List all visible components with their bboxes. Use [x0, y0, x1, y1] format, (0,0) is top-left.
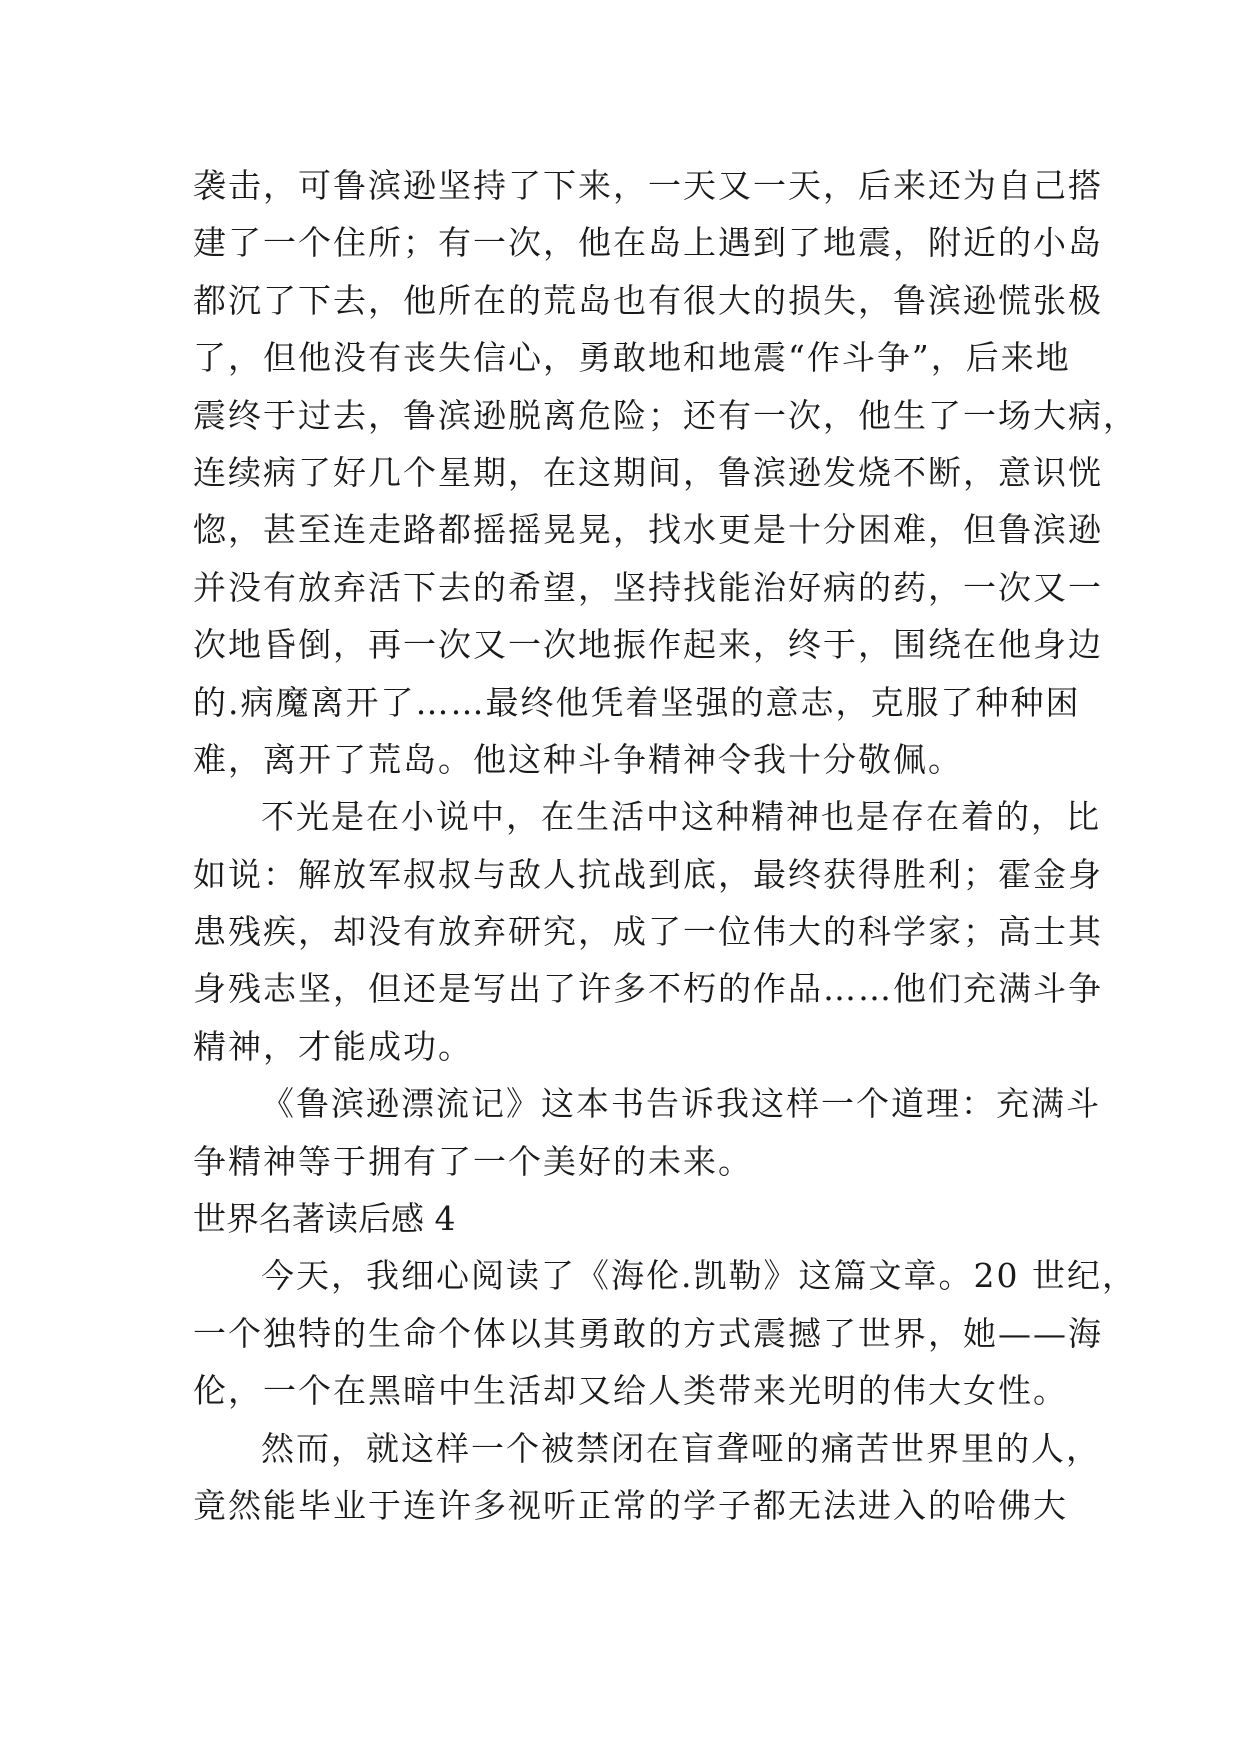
- text-line: 争精神等于拥有了一个美好的未来。: [193, 1141, 753, 1181]
- paragraph-start-line: 《鲁滨逊漂流记》这本书告诉我这样一个道理：充满斗: [261, 1084, 1101, 1124]
- text-line: 精神，才能成功。: [193, 1026, 473, 1066]
- text-line: 都沉了下去，他所在的荒岛也有很大的损失，鲁滨逊慌张极: [193, 280, 1103, 320]
- text-line: 并没有放弃活下去的希望，坚持找能治好病的药，一次又一: [193, 567, 1103, 607]
- text-line: 竟然能毕业于连许多视听正常的学子都无法进入的哈佛大: [193, 1485, 1068, 1525]
- text-line: 次地昏倒，再一次又一次地振作起来，终于，围绕在他身边: [193, 625, 1103, 665]
- text-line: 连续病了好几个星期，在这期间，鲁滨逊发烧不断，意识恍: [193, 452, 1103, 492]
- text-line: 如说：解放军叔叔与敌人抗战到底，最终获得胜利；霍金身: [193, 854, 1103, 894]
- text-line: 震终于过去，鲁滨逊脱离危险；还有一次，他生了一场大病，: [193, 395, 1138, 435]
- paragraph-start-line: 然而，就这样一个被禁闭在盲聋哑的痛苦世界里的人，: [261, 1428, 1101, 1468]
- text-line: 一个独特的生命个体以其勇敢的方式震撼了世界，她——海: [193, 1313, 1103, 1353]
- paragraph-start-line: 不光是在小说中，在生活中这种精神也是存在着的，比: [261, 797, 1101, 837]
- section-heading: 世界名著读后感 4: [193, 1199, 456, 1239]
- document-body: [193, 157, 1138, 1534]
- text-line: 的.病魔离开了……最终他凭着坚强的意志，克服了种种困: [193, 682, 1081, 722]
- text-line: 难，离开了荒岛。他这种斗争精神令我十分敬佩。: [193, 739, 963, 779]
- text-line: 身残志坚，但还是写出了许多不朽的作品……他们充满斗争: [193, 969, 1103, 1009]
- text-line: 了，但他没有丧失信心，勇敢地和地震“作斗争”，后来地: [193, 338, 1071, 378]
- text-line: 患残疾，却没有放弃研究，成了一位伟大的科学家；高士其: [193, 912, 1103, 952]
- text-line: 惚，甚至连走路都摇摇晃晃，找水更是十分困难，但鲁滨逊: [193, 510, 1103, 550]
- paragraph-start-line: 今天，我细心阅读了《海伦.凯勒》这篇文章。20 世纪，: [261, 1256, 1137, 1296]
- text-line: 袭击，可鲁滨逊坚持了下来，一天又一天，后来还为自己搭: [193, 166, 1103, 205]
- text-line: 伦，一个在黑暗中生活却又给人类带来光明的伟大女性。: [193, 1371, 1068, 1411]
- text-line: 建了一个住所；有一次，他在岛上遇到了地震，附近的小岛: [193, 223, 1103, 263]
